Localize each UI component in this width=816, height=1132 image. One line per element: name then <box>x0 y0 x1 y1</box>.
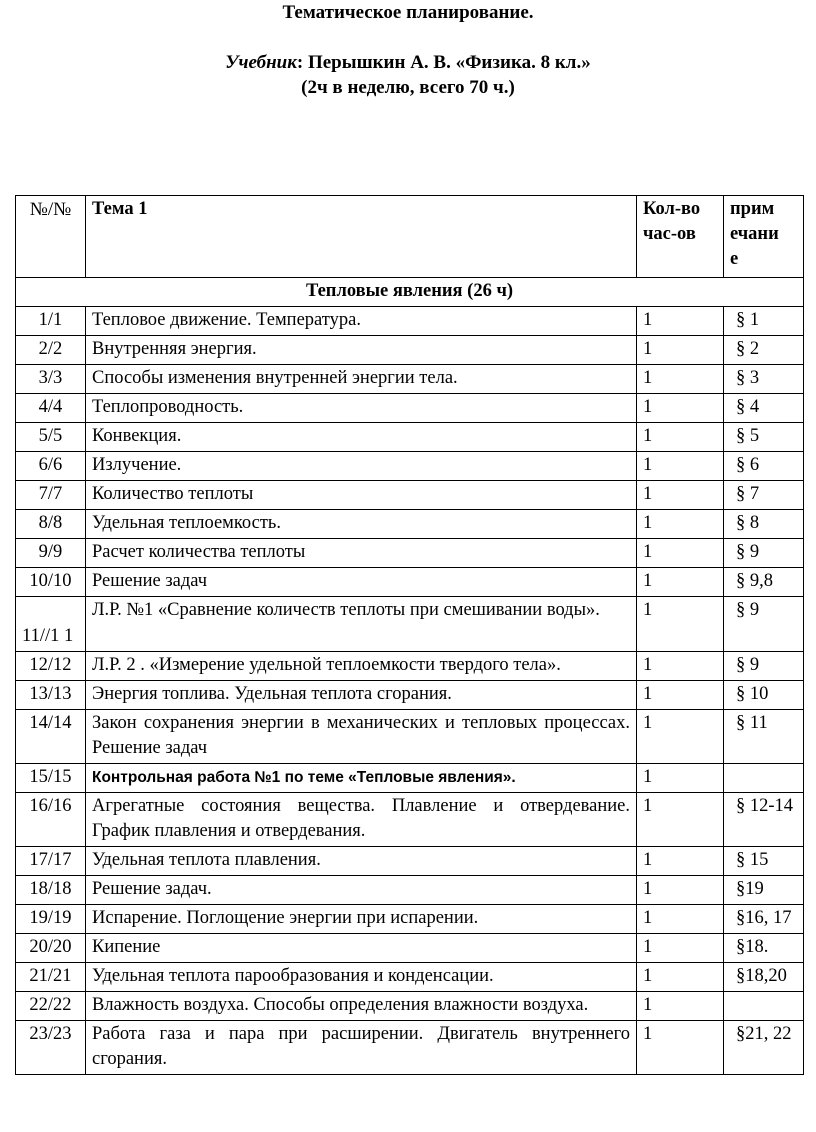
row-topic: Удельная теплоемкость. <box>86 510 637 539</box>
row-hours: 1 <box>637 710 724 764</box>
row-topic: Внутренняя энергия. <box>86 336 637 365</box>
row-topic: Закон сохранения энергии в механических и тепловых процессах. Решение задач <box>86 710 637 764</box>
table-row <box>16 963 804 992</box>
row-topic: Излучение. <box>86 452 637 481</box>
table-row <box>16 539 804 568</box>
row-topic: Количество теплоты <box>86 481 637 510</box>
row-number: 18/18 <box>16 876 86 905</box>
row-number: 14/14 <box>16 710 86 764</box>
row-note: §19 <box>724 876 804 905</box>
table-row <box>16 307 804 336</box>
row-hours: 1 <box>637 568 724 597</box>
row-topic: Способы изменения внутренней энергии тела. <box>86 365 637 394</box>
row-hours: 1 <box>637 992 724 1021</box>
row-hours: 1 <box>637 652 724 681</box>
textbook-line <box>0 52 816 74</box>
row-number: 1/1 <box>16 307 86 336</box>
row-topic: Влажность воздуха. Способы определения влажности воздуха. <box>86 992 637 1021</box>
table-row <box>16 652 804 681</box>
row-topic: Решение задач <box>86 568 637 597</box>
row-hours: 1 <box>637 793 724 847</box>
row-number: 20/20 <box>16 934 86 963</box>
row-number: 4/4 <box>16 394 86 423</box>
row-note: § 9 <box>724 652 804 681</box>
row-hours: 1 <box>637 423 724 452</box>
row-number: 8/8 <box>16 510 86 539</box>
table-row <box>16 681 804 710</box>
row-note: § 7 <box>724 481 804 510</box>
row-note: § 2 <box>724 336 804 365</box>
row-topic: Тепловое движение. Температура. <box>86 307 637 336</box>
row-number: 9/9 <box>16 539 86 568</box>
table-header-row <box>16 196 804 278</box>
row-hours: 1 <box>637 847 724 876</box>
row-note: § 9,8 <box>724 568 804 597</box>
col-header-topic: Тема 1 <box>86 196 637 278</box>
row-note <box>724 992 804 1021</box>
row-number: 3/3 <box>16 365 86 394</box>
row-hours: 1 <box>637 681 724 710</box>
row-hours: 1 <box>637 307 724 336</box>
table-row <box>16 452 804 481</box>
row-note <box>724 764 804 793</box>
row-note: § 4 <box>724 394 804 423</box>
row-hours: 1 <box>637 934 724 963</box>
row-number: 10/10 <box>16 568 86 597</box>
row-number: 6/6 <box>16 452 86 481</box>
row-topic: Удельная теплота плавления. <box>86 847 637 876</box>
row-note: § 1 <box>724 307 804 336</box>
row-topic: Теплопроводность. <box>86 394 637 423</box>
row-hours: 1 <box>637 905 724 934</box>
row-number: 17/17 <box>16 847 86 876</box>
row-topic: Агрегатные состояния вещества. Плавление и отвердевание. График плавления и отвердевания. <box>86 793 637 847</box>
table-row <box>16 876 804 905</box>
row-number: 16/16 <box>16 793 86 847</box>
row-note: § 9 <box>724 539 804 568</box>
col-header-num: №/№ <box>16 196 86 278</box>
row-topic: Кипение <box>86 934 637 963</box>
section-title: Тепловые явления (26 ч) <box>16 278 804 307</box>
row-number: 22/22 <box>16 992 86 1021</box>
row-note: § 12-14 <box>724 793 804 847</box>
table-row <box>16 481 804 510</box>
col-header-hours-line1: Кол-во <box>643 199 701 219</box>
table-row <box>16 710 804 764</box>
row-topic: Работа газа и пара при расширении. Двигатель внутреннего сгорания. <box>86 1021 637 1075</box>
row-note: §18,20 <box>724 963 804 992</box>
row-topic: Конвекция. <box>86 423 637 452</box>
row-note: § 8 <box>724 510 804 539</box>
col-header-note <box>724 196 804 278</box>
table-row <box>16 764 804 793</box>
row-topic: Энергия топлива. Удельная теплота сгорания. <box>86 681 637 710</box>
col-header-hours <box>637 196 724 278</box>
row-note: § 9 <box>724 597 804 652</box>
textbook-label: Учебник <box>225 52 297 73</box>
row-topic: Удельная теплота парообразования и конденсации. <box>86 963 637 992</box>
row-hours: 1 <box>637 876 724 905</box>
row-hours: 1 <box>637 597 724 652</box>
table-row <box>16 992 804 1021</box>
row-note: § 11 <box>724 710 804 764</box>
row-topic: Контрольная работа №1 по теме «Тепловые явления». <box>86 764 637 793</box>
table-row <box>16 934 804 963</box>
row-note: § 15 <box>724 847 804 876</box>
row-hours: 1 <box>637 1021 724 1075</box>
table-row <box>16 510 804 539</box>
row-hours: 1 <box>637 510 724 539</box>
col-header-note-line1: прим <box>730 199 775 219</box>
col-header-note-line3: е <box>730 249 739 269</box>
row-topic: Испарение. Поглощение энергии при испарении. <box>86 905 637 934</box>
col-header-note-line2: ечани <box>730 224 779 244</box>
table-row <box>16 905 804 934</box>
row-note: § 10 <box>724 681 804 710</box>
row-number: 7/7 <box>16 481 86 510</box>
table-row <box>16 423 804 452</box>
table-row <box>16 793 804 847</box>
row-number: 11//1 1 <box>16 597 86 652</box>
textbook-value: : Перышкин А. В. «Физика. 8 кл.» <box>296 52 591 73</box>
row-note: §18. <box>724 934 804 963</box>
section-row <box>16 278 804 307</box>
row-number: 5/5 <box>16 423 86 452</box>
row-number: 19/19 <box>16 905 86 934</box>
table-row <box>16 597 804 652</box>
row-number: 21/21 <box>16 963 86 992</box>
row-hours: 1 <box>637 394 724 423</box>
table-row <box>16 847 804 876</box>
row-number: 12/12 <box>16 652 86 681</box>
row-hours: 1 <box>637 336 724 365</box>
hours-per-week: (2ч в неделю, всего 70 ч.) <box>301 77 515 98</box>
row-note: §21, 22 <box>724 1021 804 1075</box>
table-row <box>16 336 804 365</box>
row-note: § 6 <box>724 452 804 481</box>
col-header-hours-line2: час-ов <box>643 224 696 244</box>
row-topic: Л.Р. 2 . «Измерение удельной теплоемкости твердого тела». <box>86 652 637 681</box>
page-title: Тематическое планирование. <box>282 2 534 23</box>
table-row <box>16 394 804 423</box>
row-topic: Л.Р. №1 «Сравнение количеств теплоты при смешивании воды». <box>86 597 637 652</box>
row-hours: 1 <box>637 365 724 394</box>
row-number: 15/15 <box>16 764 86 793</box>
table-row <box>16 1021 804 1075</box>
row-hours: 1 <box>637 481 724 510</box>
row-hours: 1 <box>637 452 724 481</box>
row-topic: Решение задач. <box>86 876 637 905</box>
row-number: 23/23 <box>16 1021 86 1075</box>
table-row <box>16 568 804 597</box>
row-hours: 1 <box>637 539 724 568</box>
row-hours: 1 <box>637 764 724 793</box>
row-note: § 3 <box>724 365 804 394</box>
row-number: 2/2 <box>16 336 86 365</box>
row-number: 13/13 <box>16 681 86 710</box>
row-note: § 5 <box>724 423 804 452</box>
row-hours: 1 <box>637 963 724 992</box>
row-note: §16, 17 <box>724 905 804 934</box>
row-topic: Расчет количества теплоты <box>86 539 637 568</box>
plan-table <box>15 195 804 1075</box>
table-row <box>16 365 804 394</box>
